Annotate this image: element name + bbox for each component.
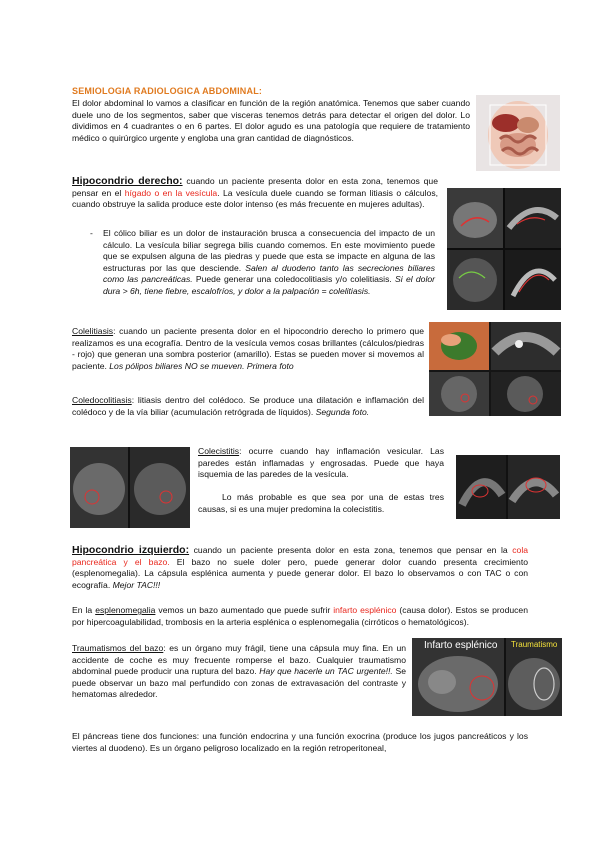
ct-scan-image	[447, 188, 561, 310]
infarto-label: Infarto esplénico	[424, 640, 498, 651]
ultrasound-image	[429, 322, 561, 416]
ct-scan-image	[412, 638, 562, 716]
hipocondrio-derecho-heading: Hipocondrio derecho:	[72, 175, 183, 187]
esplenomegalia-paragraph: En la esplenomegalia vemos un bazo aumentado que puede sufrir infarto esplénico (causa dolor). Estos se producen por hipercoagulabilidad, trombosis en la arteria esplénica o esplenomegalia (cirróticos o hematológicos).	[72, 605, 528, 627]
anatomy-illustration	[476, 95, 560, 171]
traumatismo-label: Traumatismo	[511, 640, 558, 649]
colecistitis-paragraph: Colecistitis: ocurre cuando hay inflamación vesicular. Las paredes están inflamadas y engrosadas. Puede que haya isquemia de las paredes de la vesícula.	[198, 446, 444, 480]
coledocolitiasis-paragraph: Coledocolitiasis: litiasis dentro del colédoco. Se produce una dilatación e inflamación del colédoco y de la vía biliar (acumulación retrógrada de líquidos). Segunda foto.	[72, 395, 424, 417]
traumatismos-paragraph: Traumatismos del bazo: es un órgano muy frágil, tiene una cápsula muy fina. En un accidente de coche es muy frecuente romperse el bazo. Cualquier traumatismo abdominal puede producir una ruptura del bazo. Hay que hacerle un TAC urgente!!. Se puede observar un bazo mal perfundido con zonas de extravasación del contraste y hematomas alrededor.	[72, 643, 406, 700]
hipocondrio-izquierdo-paragraph: Hipocondrio izquierdo: cuando un paciente presenta dolor en esta zona, tenemos que pensar en la cola pancreática y el bazo. El bazo no suele doler pero, puede generar dolor cuando presenta crecimiento (esplenomegalia). La cápsula esplénica aumenta y puede generar dolor. El bazo lo observamos o con TAC o con ecografía. Mejor TAC!!!	[72, 544, 529, 590]
colico-biliar-bullet: El cólico biliar es un dolor de instauración brusca a consecuencia del impacto de un cálculo. La vesícula biliar segrega bilis cuando comemos. En este movimiento puede que se expulsen alguna de las piedras y puede que esta se impacte en alguna de las estructuras por las que desciende. Salen al duodeno tanto las secreciones biliares como las pancreáticas. Puede generar una coledocolitiasis y/o colelitiasis. Si el dolor dura > 6h, tiene fiebre, escalofríos, y dolor a la palpación = colelitiasis.	[103, 228, 435, 296]
hipocondrio-derecho-paragraph: Hipocondrio derecho: cuando un paciente presenta dolor en esta zona, tenemos que pensar en el hígado o en la vesícula. La vesícula duele cuando se forman litiasis o cálculos, cuando obstruye la salida produce este dolor intenso (es más frecuente en mujeres adultas).	[72, 175, 439, 210]
colelitiasis-paragraph: Colelitiasis: cuando un paciente presenta dolor en el hipocondrio derecho lo primero que realizamos es una ecografía. Dentro de la vesícula vemos cosas brillantes (cálculos/piedras - rojo) que generan una sombra posterior (amarillo). Estas se pueden mover si movemos al paciente. Los pólipos biliares NO se mueven. Primera foto	[72, 326, 424, 371]
bullet-mark: -	[90, 228, 93, 238]
document-title: SEMIOLOGIA RADIOLOGICA ABDOMINAL:	[72, 86, 263, 96]
ultrasound-image	[456, 455, 560, 519]
colecistitis-causes: Lo más probable es que sea por una de estas tres causas, si es una mujer predomina la colecistitis.	[198, 492, 444, 514]
pancreas-paragraph: El páncreas tiene dos funciones: una función endocrina y una función exocrina (produce los jugos pancreáticos y los viertes al duodeno). Es un órgano peligroso localizado en la región retroperitoneal,	[72, 731, 528, 753]
intro-paragraph: El dolor abdominal lo vamos a clasificar en función de la región anatómica. Tenemos que saber cuando duele uno de los segmentos, saber que visceras tenemos detrás para detectar el origen del dolor. Lo dividimos en 4 cuadrantes o en 6 partes. El dolor agudo es una patología que requiere de tratamiento médico o quirúrgico urgente y engloba una gran cantidad de diagnósticos.	[72, 98, 470, 143]
hipocondrio-izquierdo-heading: Hipocondrio izquierdo:	[72, 544, 190, 556]
ct-scan-image	[70, 447, 190, 528]
